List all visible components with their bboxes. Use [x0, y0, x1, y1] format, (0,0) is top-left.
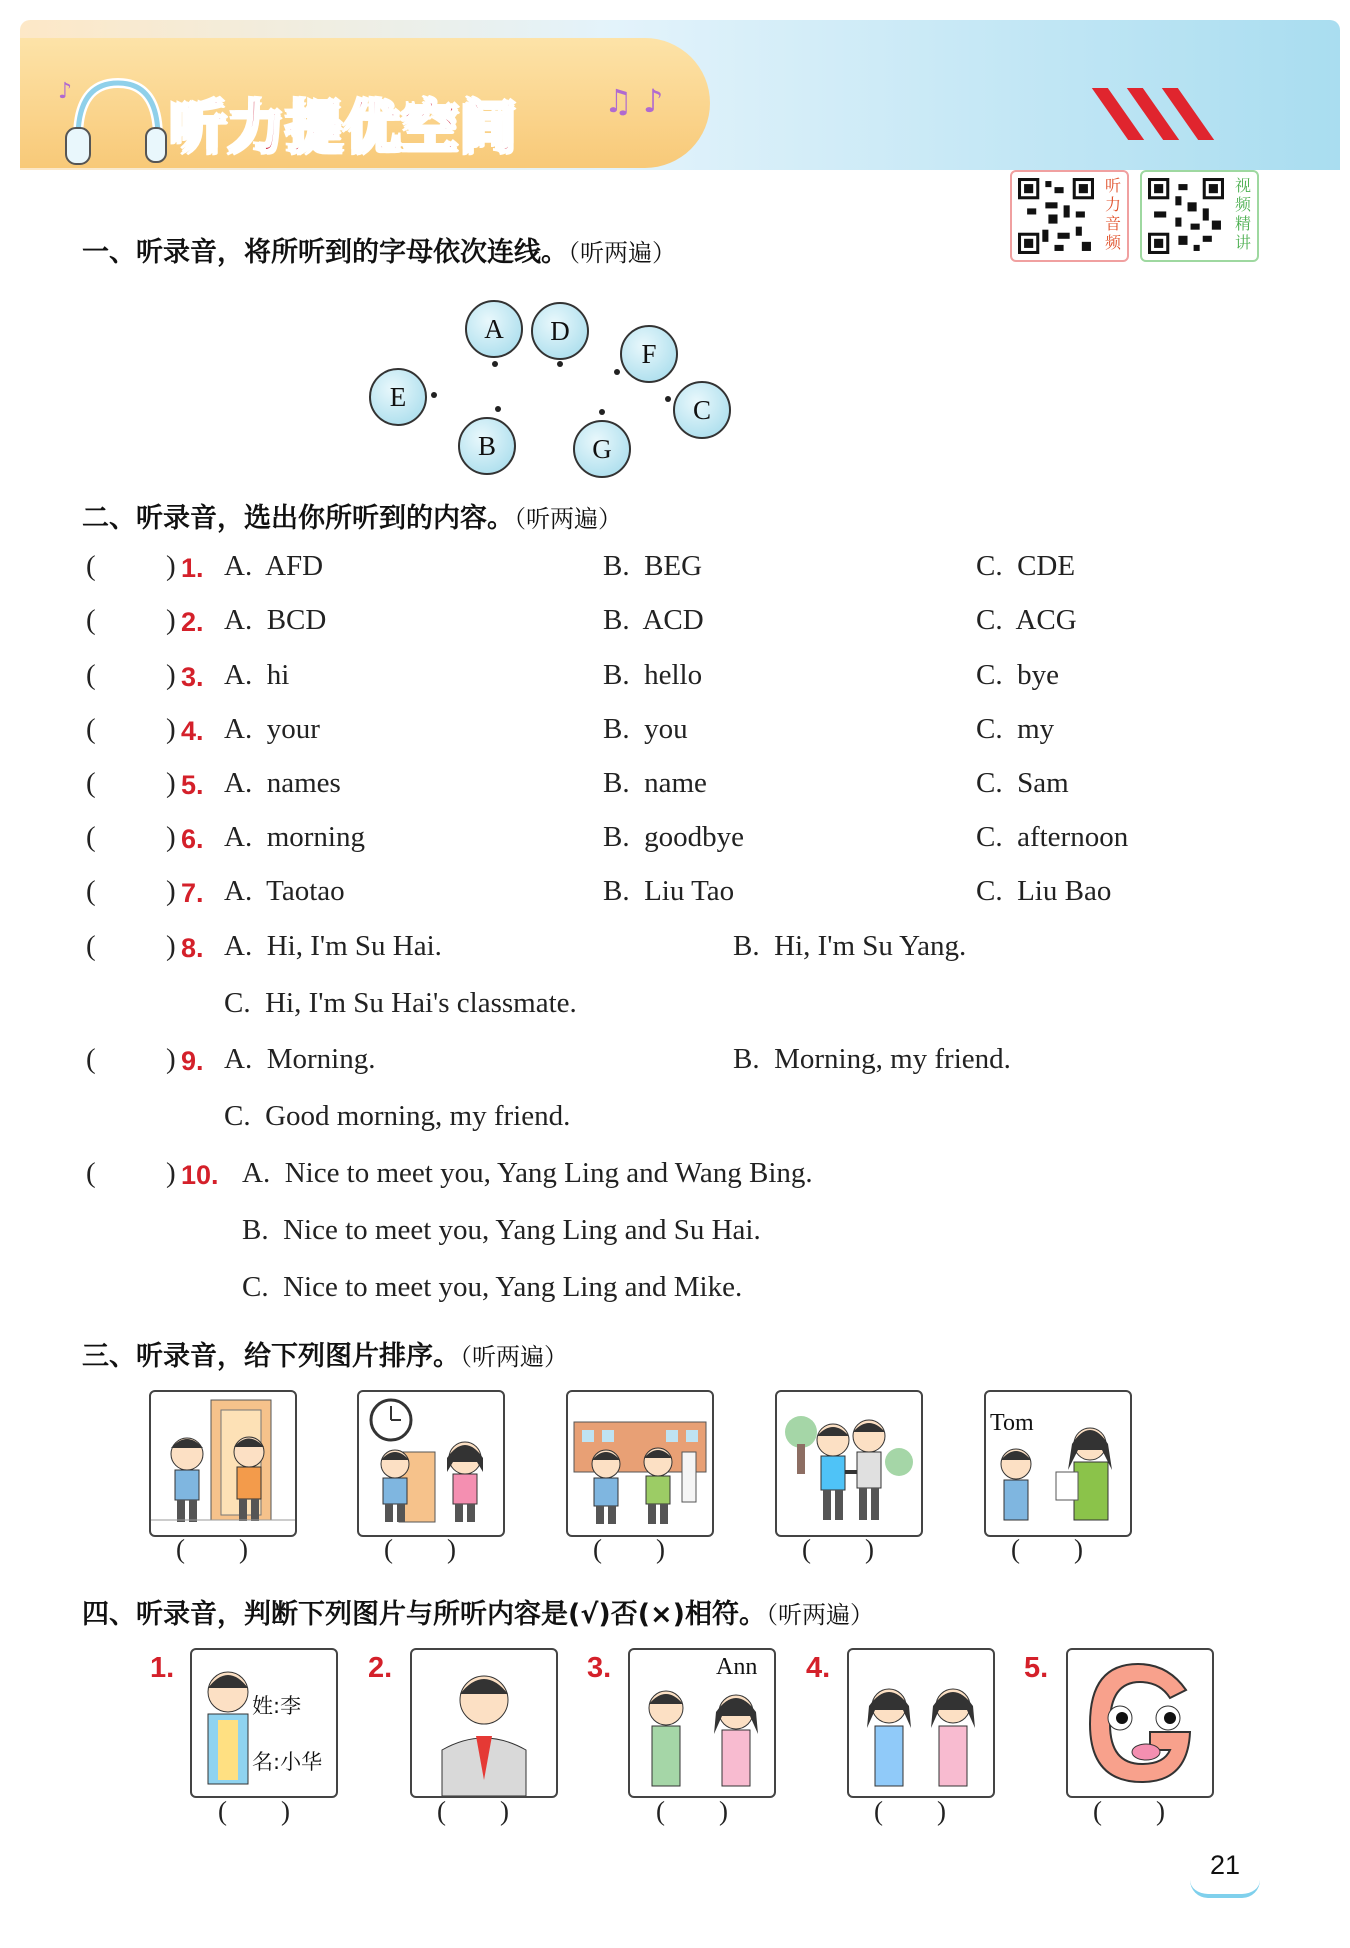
question-number: 7.	[181, 878, 204, 908]
option-b[interactable]: B. you	[603, 713, 688, 745]
option-b[interactable]: B. Nice to meet you, Yang Ling and Su Hai.	[242, 1214, 761, 1246]
question-number: 5.	[181, 770, 204, 800]
section-4-heading: 四、听录音，判断下列图片与所听内容是(√)否(×)相符。	[82, 1599, 766, 1630]
section-2-title	[82, 496, 622, 535]
judge-picture	[1066, 1648, 1214, 1798]
svg-text:♪: ♪	[58, 79, 73, 104]
option-a[interactable]: A. your	[224, 713, 320, 745]
judge-blank[interactable]: ( )	[218, 1796, 290, 1826]
qr-video-explain[interactable]	[1140, 170, 1259, 262]
connect-dot[interactable]	[665, 396, 671, 402]
question-row	[0, 1043, 1350, 1087]
section-1-heading: 一、听录音，将所听到的字母依次连线。	[82, 237, 568, 268]
connect-dot[interactable]	[495, 406, 501, 412]
surname-label: 姓:李	[252, 1694, 302, 1718]
option-a[interactable]: A. Taotao	[224, 875, 345, 907]
answer-blank[interactable]: (	[86, 875, 96, 907]
option-b[interactable]: B. ACD	[603, 604, 704, 636]
answer-blank[interactable]: (	[86, 1043, 96, 1075]
question-row	[0, 659, 1350, 703]
sequence-picture	[357, 1390, 505, 1537]
section-1-title	[82, 230, 676, 269]
page-title: 听力提优空间	[170, 96, 518, 161]
letter-g-face-illustration	[1068, 1650, 1212, 1796]
qr-code-icon	[1148, 178, 1224, 254]
section-4-note: （听两遍）	[766, 1601, 874, 1629]
answer-blank-close: )	[166, 659, 176, 691]
option-c[interactable]: C. Hi, I'm Su Hai's classmate.	[224, 987, 577, 1019]
answer-blank[interactable]: (	[86, 767, 96, 799]
question-number: 8.	[181, 933, 204, 963]
option-a[interactable]: A. AFD	[224, 550, 324, 582]
option-c[interactable]: C. ACG	[976, 604, 1077, 636]
option-c[interactable]: C. my	[976, 713, 1055, 745]
picture-number: 3.	[587, 1652, 612, 1684]
judge-picture	[847, 1648, 995, 1798]
question-number: 6.	[181, 824, 204, 854]
section-3-title	[82, 1334, 568, 1373]
section-1-note: （听两遍）	[568, 239, 676, 267]
kids-at-door-illustration	[151, 1392, 295, 1535]
letter-bubble[interactable]: D	[531, 302, 589, 360]
letter-bubble[interactable]: B	[458, 417, 516, 475]
connect-dot[interactable]	[614, 369, 620, 375]
picture-number: 5.	[1024, 1652, 1049, 1684]
connect-dot[interactable]	[492, 361, 498, 367]
answer-blank-close: )	[166, 930, 176, 962]
option-b[interactable]: B. Liu Tao	[603, 875, 735, 907]
answer-blank-close: )	[166, 1157, 176, 1189]
question-row	[0, 930, 1350, 974]
option-b[interactable]: B. BEG	[603, 550, 703, 582]
option-c[interactable]: C. Good morning, my friend.	[224, 1100, 571, 1132]
question-row	[0, 713, 1350, 757]
option-b[interactable]: B. Hi, I'm Su Yang.	[733, 930, 967, 962]
order-blank[interactable]: ( )	[384, 1534, 456, 1564]
qr-caption-audio: 听力音频	[1104, 176, 1121, 252]
sequence-picture	[775, 1390, 923, 1537]
page-number: 21	[1210, 1850, 1241, 1880]
connect-dot[interactable]	[431, 392, 437, 398]
order-blank[interactable]: ( )	[1011, 1534, 1083, 1564]
judge-blank[interactable]: ( )	[874, 1796, 946, 1826]
answer-blank[interactable]: (	[86, 930, 96, 962]
headphone-icon	[58, 68, 168, 168]
qr-listening-audio[interactable]	[1010, 170, 1129, 262]
music-notes-icon: ♫ ♪	[604, 82, 664, 120]
section-2-heading: 二、听录音，选出你所听到的内容。	[82, 503, 514, 534]
question-row-cont	[0, 1214, 1350, 1258]
qr-caption-video: 视频精讲	[1234, 176, 1251, 252]
letter-bubble[interactable]: A	[465, 300, 523, 358]
judge-picture	[628, 1648, 776, 1798]
qr-code-icon	[1018, 178, 1094, 254]
question-number: 10.	[181, 1160, 219, 1190]
option-c[interactable]: C. Sam	[976, 767, 1069, 799]
page-number-decor	[1190, 1880, 1260, 1898]
judge-picture	[410, 1648, 558, 1798]
option-a[interactable]: A. BCD	[224, 604, 327, 636]
option-c[interactable]: C. Liu Bao	[976, 875, 1112, 907]
answer-blank-close: )	[166, 550, 176, 582]
answer-blank-close: )	[166, 604, 176, 636]
question-number: 1.	[181, 553, 204, 583]
question-number: 3.	[181, 662, 204, 692]
answer-blank-close: )	[166, 713, 176, 745]
answer-blank[interactable]: (	[86, 1157, 96, 1189]
question-row	[0, 550, 1350, 594]
clock-kids-illustration	[359, 1392, 503, 1535]
option-c[interactable]: C. Nice to meet you, Yang Ling and Mike.	[242, 1271, 743, 1303]
sequence-picture	[149, 1390, 297, 1537]
two-girls-illustration	[849, 1650, 993, 1796]
question-number: 2.	[181, 607, 204, 637]
section-3-note: （听两遍）	[460, 1343, 568, 1371]
picture-number: 4.	[806, 1652, 831, 1684]
judge-picture	[190, 1648, 338, 1798]
man-in-suit-illustration	[412, 1650, 556, 1796]
option-a[interactable]: A. Morning.	[224, 1043, 376, 1075]
answer-blank-close: )	[166, 767, 176, 799]
connect-dot[interactable]	[557, 361, 563, 367]
answer-blank[interactable]: (	[86, 550, 96, 582]
answer-blank-close: )	[166, 875, 176, 907]
picture-number: 1.	[150, 1652, 175, 1684]
question-row	[0, 821, 1350, 865]
letter-bubble[interactable]: C	[673, 381, 731, 439]
question-row-cont	[0, 987, 1350, 1031]
option-c[interactable]: C. CDE	[976, 550, 1076, 582]
option-a[interactable]: A. morning	[224, 821, 365, 853]
option-c[interactable]: C. afternoon	[976, 821, 1129, 853]
picture-number: 2.	[368, 1652, 393, 1684]
given-name-label: 名:小华	[252, 1750, 323, 1774]
option-a[interactable]: A. Nice to meet you, Yang Ling and Wang Bing.	[242, 1157, 813, 1189]
school-gate-illustration	[568, 1392, 712, 1535]
tom-label: Tom	[990, 1410, 1034, 1436]
option-b[interactable]: B. hello	[603, 659, 703, 691]
answer-blank[interactable]: (	[86, 821, 96, 853]
section-3-heading: 三、听录音，给下列图片排序。	[82, 1341, 460, 1372]
answer-blank[interactable]: (	[86, 713, 96, 745]
question-row	[0, 604, 1350, 648]
judge-blank[interactable]: ( )	[656, 1796, 728, 1826]
judge-blank[interactable]: ( )	[437, 1796, 509, 1826]
answer-blank-close: )	[166, 821, 176, 853]
question-number: 4.	[181, 716, 204, 746]
option-a[interactable]: A. names	[224, 767, 341, 799]
order-blank[interactable]: ( )	[176, 1534, 248, 1564]
question-row	[0, 1157, 1350, 1201]
question-number: 9.	[181, 1046, 204, 1076]
option-b[interactable]: B. goodbye	[603, 821, 744, 853]
question-row-cont	[0, 1100, 1350, 1144]
answer-blank-close: )	[166, 1043, 176, 1075]
option-a[interactable]: A. Hi, I'm Su Hai.	[224, 930, 442, 962]
letter-bubble[interactable]: F	[620, 325, 678, 383]
option-a[interactable]: A. hi	[224, 659, 290, 691]
section-2-note: （听两遍）	[514, 505, 622, 533]
order-blank[interactable]: ( )	[593, 1534, 665, 1564]
handshake-illustration	[777, 1392, 921, 1535]
option-c[interactable]: C. bye	[976, 659, 1059, 691]
sequence-picture	[566, 1390, 714, 1537]
option-b[interactable]: B. Morning, my friend.	[733, 1043, 1011, 1075]
letter-bubble[interactable]: E	[369, 368, 427, 426]
judge-blank[interactable]: ( )	[1093, 1796, 1165, 1826]
option-b[interactable]: B. name	[603, 767, 707, 799]
section-4-title	[82, 1592, 874, 1631]
answer-blank[interactable]: (	[86, 604, 96, 636]
ann-label: Ann	[716, 1654, 758, 1680]
answer-blank[interactable]: (	[86, 659, 96, 691]
question-row	[0, 875, 1350, 919]
sequence-picture	[984, 1390, 1132, 1537]
order-blank[interactable]: ( )	[802, 1534, 874, 1564]
question-row	[0, 767, 1350, 811]
connect-dot[interactable]	[599, 409, 605, 415]
letter-bubble[interactable]: G	[573, 420, 631, 478]
question-row-cont	[0, 1271, 1350, 1315]
